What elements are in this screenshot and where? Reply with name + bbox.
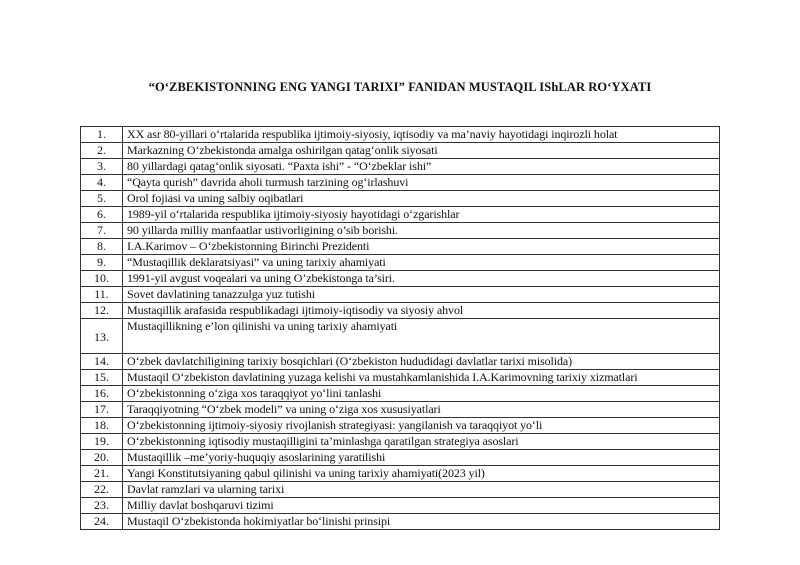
row-topic: “Qayta qurish” davrida aholi turmush tarzining og‘irlashuvi <box>123 175 720 191</box>
row-topic: O‘zbek davlatchiligining tarixiy bosqichlari (O‘zbekiston hududidagi davlatlar tarixi misolida) <box>123 354 720 370</box>
table-row <box>81 418 720 434</box>
row-number: 7. <box>81 223 123 239</box>
row-topic: 80 yillardagi qatag‘onlik siyosati. “Paxta ishi” - “O‘zbeklar ishi” <box>123 159 720 175</box>
row-number: 24. <box>81 514 123 530</box>
table-row <box>81 402 720 418</box>
row-topic: Mustaqil O‘zbekistonda hokimiyatlar bo‘linishi prinsipi <box>123 514 720 530</box>
row-topic: O‘zbekistonning iqtisodiy mustaqilligini ta’minlashga qaratilgan strategiya asoslari <box>123 434 720 450</box>
table-row <box>81 191 720 207</box>
row-topic: Markazning O‘zbekistonda amalga oshirilgan qatag‘onlik siyosati <box>123 143 720 159</box>
table-row <box>81 498 720 514</box>
row-topic: Mustaqillik –me’yoriy-huquqiy asoslarining yaratilishi <box>123 450 720 466</box>
document-title: “O‘ZBEKISTONNING ENG YANGI TARIXI” FANIDAN MUSTAQIL IShLAR RO‘YXATI <box>148 80 652 94</box>
row-number: 21. <box>81 466 123 482</box>
table-row <box>81 223 720 239</box>
row-topic: 1989-yil o‘rtalarida respublika ijtimoiy-siyosiy hayotidagi o‘zgarishlar <box>123 207 720 223</box>
row-topic: Mustaqillikning e’lon qilinishi va uning tarixiy ahamiyati <box>123 319 720 354</box>
table-row <box>81 466 720 482</box>
row-number: 20. <box>81 450 123 466</box>
row-number: 2. <box>81 143 123 159</box>
row-topic: O‘zbekistonning ijtimoiy-siyosiy rivojlanish strategiyasi: yangilanish va taraqqiyot yo‘li <box>123 418 720 434</box>
row-topic: 1991-yil avgust voqealari va uning O’zbekistonga ta’siri. <box>123 271 720 287</box>
table-row <box>81 143 720 159</box>
table-row <box>81 127 720 143</box>
row-number: 10. <box>81 271 123 287</box>
row-topic: Davlat ramzlari va ularning tarixi <box>123 482 720 498</box>
row-number: 3. <box>81 159 123 175</box>
row-number: 5. <box>81 191 123 207</box>
row-number: 9. <box>81 255 123 271</box>
table-row <box>81 159 720 175</box>
table-row <box>81 175 720 191</box>
topics-table <box>80 126 720 530</box>
row-number: 17. <box>81 402 123 418</box>
row-number: 23. <box>81 498 123 514</box>
row-topic: “Mustaqillik deklaratsiyasi” va uning tarixiy ahamiyati <box>123 255 720 271</box>
row-topic: Yangi Konstitutsiyaning qabul qilinishi va uning tarixiy ahamiyati(2023 yil) <box>123 466 720 482</box>
row-number: 12. <box>81 303 123 319</box>
table-row <box>81 354 720 370</box>
row-number: 19. <box>81 434 123 450</box>
table-row <box>81 482 720 498</box>
table-row <box>81 255 720 271</box>
row-number: 15. <box>81 370 123 386</box>
table-row <box>81 303 720 319</box>
row-number: 6. <box>81 207 123 223</box>
table-row <box>81 370 720 386</box>
table-row <box>81 271 720 287</box>
table-row <box>81 386 720 402</box>
table-row <box>81 239 720 255</box>
table-row <box>81 514 720 530</box>
row-topic: Milliy davlat boshqaruvi tizimi <box>123 498 720 514</box>
row-topic: O‘zbekistonning o‘ziga xos taraqqiyot yo‘lini tanlashi <box>123 386 720 402</box>
topics-table-body <box>81 127 720 530</box>
row-topic: I.A.Karimov – O‘zbekistonning Birinchi Prezidenti <box>123 239 720 255</box>
row-number: 16. <box>81 386 123 402</box>
table-row <box>81 287 720 303</box>
table-row <box>81 319 720 354</box>
row-number: 1. <box>81 127 123 143</box>
row-number: 18. <box>81 418 123 434</box>
row-number: 4. <box>81 175 123 191</box>
row-number: 13. <box>81 319 123 354</box>
row-topic: Taraqqiyotning “O‘zbek modeli” va uning o‘ziga xos xususiyatlari <box>123 402 720 418</box>
table-row <box>81 207 720 223</box>
row-topic: XX asr 80-yillari o‘rtalarida respublika ijtimoiy-siyosiy, iqtisodiy va ma’naviy hayotidagi inqirozli holat <box>123 127 720 143</box>
row-topic: Mustaqil O‘zbekiston davlatining yuzaga kelishi va mustahkamlanishida I.A.Karimovning tarixiy xizmatlari <box>123 370 720 386</box>
row-number: 8. <box>81 239 123 255</box>
row-number: 11. <box>81 287 123 303</box>
row-number: 14. <box>81 354 123 370</box>
row-topic: Sovet davlatining tanazzulga yuz tutishi <box>123 287 720 303</box>
row-topic: Mustaqillik arafasida respublikadagi ijtimoiy-iqtisodiy va siyosiy ahvol <box>123 303 720 319</box>
row-number: 22. <box>81 482 123 498</box>
row-topic: 90 yillarda milliy manfaatlar ustivorligining o’sib borishi. <box>123 223 720 239</box>
table-row <box>81 434 720 450</box>
row-topic: Orol fojiasi va uning salbiy oqibatlari <box>123 191 720 207</box>
table-row <box>81 450 720 466</box>
